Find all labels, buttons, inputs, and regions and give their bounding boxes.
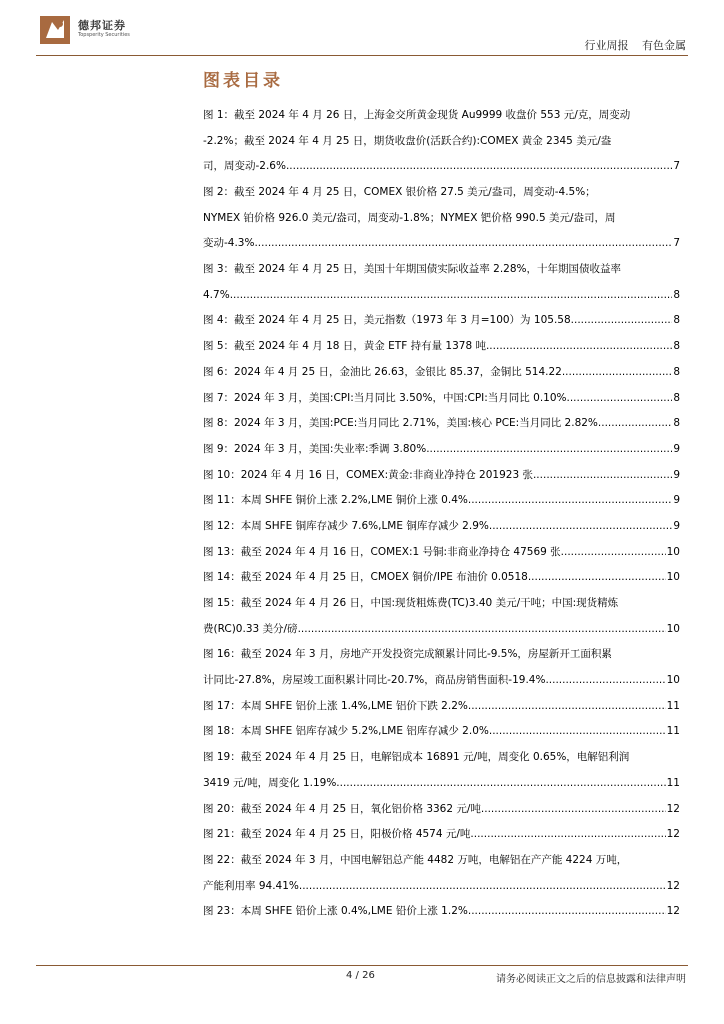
toc-entry-text: 图 23：本周 SHFE 铅价上涨 0.4%,LME 铅价上涨 1.2% bbox=[203, 905, 468, 918]
dot-leader bbox=[426, 437, 672, 463]
toc-entry[interactable] bbox=[203, 797, 680, 823]
toc-entry-text: 图 21：截至 2024 年 4 月 25 日，阳极价格 4574 元/吨 bbox=[203, 828, 471, 841]
report-tags bbox=[585, 37, 687, 53]
footer-disclaimer: 请务必阅读正文之后的信息披露和法律声明 bbox=[496, 974, 686, 985]
toc-entry[interactable] bbox=[203, 386, 680, 412]
toc-entry-text: 图 11：本周 SHFE 铜价上涨 2.2%,LME 铜价上涨 0.4% bbox=[203, 494, 468, 507]
toc-entry-text: 图 18：本周 SHFE 铝库存减少 5.2%,LME 铝库存减少 2.0% bbox=[203, 725, 489, 738]
toc-entry[interactable] bbox=[203, 642, 680, 693]
dot-leader bbox=[489, 720, 666, 746]
toc-page-number: 12 bbox=[666, 905, 680, 918]
toc-page-number: 11 bbox=[666, 776, 680, 789]
toc-entry-text: -2.2%；截至 2024 年 4 月 25 日，期货收盘价(活跃合约):COMEX 黄金 2345 美元/盎 bbox=[203, 134, 612, 147]
dot-leader bbox=[230, 283, 673, 309]
toc-entry-text: 图 16：截至 2024 年 3 月，房地产开发投资完成额累计同比-9.5%，房屋新开工面积累 bbox=[203, 648, 612, 661]
toc-entry-text: 图 17：本周 SHFE 铝价上涨 1.4%,LME 铝价下跌 2.2% bbox=[203, 699, 468, 712]
toc-entry-text: 图 5：截至 2024 年 4 月 18 日，黄金 ETF 持有量 1378 吨 bbox=[203, 340, 486, 353]
toc-entry[interactable] bbox=[203, 745, 680, 796]
page-number: 4 / 26 bbox=[346, 970, 375, 981]
toc-entry-text: 图 7：2024 年 3 月，美国:CPI:当月同比 3.50%，中国:CPI:当月同比 0.10% bbox=[203, 391, 567, 404]
dot-leader bbox=[298, 617, 666, 643]
toc-page-number: 9 bbox=[673, 468, 680, 481]
toc-page-number: 8 bbox=[673, 391, 680, 404]
toc-entry-text: 图 14：截至 2024 年 4 月 25 日，CMOEX 铜价/IPE 布油价 0.0518 bbox=[203, 571, 528, 584]
toc-entry[interactable] bbox=[203, 591, 680, 642]
toc-entry-text: 图 4：截至 2024 年 4 月 25 日，美元指数（1973 年 3 月=100）为 105.58 bbox=[203, 314, 571, 327]
toc-entry-text: 图 2：截至 2024 年 4 月 25 日，COMEX 银价格 27.5 美元/盎司，周变动-4.5%； bbox=[203, 186, 596, 199]
toc-page-number: 9 bbox=[673, 442, 680, 455]
dot-leader bbox=[299, 874, 666, 900]
toc-entry[interactable] bbox=[203, 565, 680, 591]
toc-entry[interactable] bbox=[203, 694, 680, 720]
toc-entry-text: 图 1：截至 2024 年 4 月 26 日，上海金交所黄金现货 Au9999 收盘价 553 元/克，周变动 bbox=[203, 109, 631, 121]
toc-page-number: 8 bbox=[673, 340, 680, 353]
toc-entry-text: 图 20：截至 2024 年 4 月 25 日，氧化铝价格 3362 元/吨 bbox=[203, 802, 481, 815]
toc-page-number: 8 bbox=[673, 417, 680, 430]
toc-entry-text: 图 12：本周 SHFE 铜库存减少 7.6%,LME 铜库存减少 2.9% bbox=[203, 519, 489, 532]
toc-page-number: 11 bbox=[666, 699, 680, 712]
toc-page-number: 8 bbox=[673, 288, 680, 301]
toc-entry[interactable] bbox=[203, 540, 680, 566]
header-divider bbox=[36, 55, 688, 56]
toc-entry-text: 图 19：截至 2024 年 4 月 25 日，电解铝成本 16891 元/吨，周变化 0.65%，电解铝利润 bbox=[203, 751, 630, 764]
toc-page-number: 9 bbox=[673, 519, 680, 532]
dot-leader bbox=[254, 231, 672, 257]
dot-leader bbox=[468, 899, 666, 925]
dot-leader bbox=[489, 514, 672, 540]
toc-entry[interactable] bbox=[203, 822, 680, 848]
dot-leader bbox=[286, 154, 672, 180]
toc-entry[interactable] bbox=[203, 411, 680, 437]
toc-page-number: 9 bbox=[673, 494, 680, 507]
toc-page-number: 10 bbox=[666, 622, 680, 635]
toc-page-number: 12 bbox=[666, 879, 680, 892]
toc-page-number: 7 bbox=[673, 237, 680, 250]
company-logo-icon bbox=[38, 12, 72, 46]
toc-entry-text: 图 3：截至 2024 年 4 月 25 日，美国十年期国债实际收益率 2.28%，十年期国债收益率 bbox=[203, 263, 621, 276]
toc-entry[interactable] bbox=[203, 103, 680, 180]
toc-entry[interactable] bbox=[203, 899, 680, 925]
toc-entry-text: 图 8：2024 年 3 月，美国:PCE:当月同比 2.71%，美国:核心 PCE:当月同比 2.82% bbox=[203, 417, 598, 430]
toc-entry-text: 费(RC)0.33 美分/磅 bbox=[203, 622, 298, 635]
toc-entry[interactable] bbox=[203, 514, 680, 540]
toc-entry-text: 图 6：2024 年 4 月 25 日，金油比 26.63，金银比 85.37，金铜比 514.22 bbox=[203, 365, 562, 378]
dot-leader bbox=[486, 334, 672, 360]
toc-entry[interactable] bbox=[203, 180, 680, 257]
toc-entry-text: 3419 元/吨，周变化 1.19% bbox=[203, 776, 337, 789]
dot-leader bbox=[533, 463, 672, 489]
company-name: 德邦证券 bbox=[78, 19, 126, 32]
dot-leader bbox=[470, 822, 665, 848]
toc-entry[interactable] bbox=[203, 437, 680, 463]
toc-page-number: 10 bbox=[666, 545, 680, 558]
dot-leader bbox=[561, 540, 666, 566]
toc-entry-text: 司，周变动-2.6% bbox=[203, 160, 286, 173]
dot-leader bbox=[468, 488, 672, 514]
toc-title: 图表目录 bbox=[203, 71, 283, 91]
toc-entry[interactable] bbox=[203, 360, 680, 386]
toc-entry[interactable] bbox=[203, 488, 680, 514]
company-subname: Topsperity Securities bbox=[78, 32, 130, 38]
toc-entry-text: 变动-4.3% bbox=[203, 237, 255, 250]
toc-entry-text: 图 15：截至 2024 年 4 月 26 日，中国:现货粗炼费(TC)3.40 美元/干吨；中国:现货精炼 bbox=[203, 597, 619, 610]
footer-divider bbox=[36, 965, 688, 966]
dot-leader bbox=[481, 797, 666, 823]
toc-entry[interactable] bbox=[203, 257, 680, 308]
toc-list bbox=[203, 103, 680, 925]
toc-entry-text: 产能利用率 94.41% bbox=[203, 879, 299, 892]
dot-leader bbox=[562, 360, 672, 386]
dot-leader bbox=[567, 386, 673, 412]
dot-leader bbox=[598, 411, 672, 437]
toc-page-number: 12 bbox=[666, 802, 680, 815]
industry-tag: 有色金属 bbox=[642, 39, 686, 52]
dot-leader bbox=[468, 694, 666, 720]
dot-leader bbox=[571, 309, 673, 335]
toc-page-number: 7 bbox=[673, 160, 680, 173]
dot-leader bbox=[528, 565, 666, 591]
toc-page-number: 10 bbox=[666, 674, 680, 687]
dot-leader bbox=[336, 771, 665, 797]
toc-entry-text: 4.7% bbox=[203, 288, 230, 301]
toc-page-number: 8 bbox=[673, 365, 680, 378]
toc-entry-text: 图 22：截至 2024 年 3 月，中国电解铝总产能 4482 万吨，电解铝在产产能 4224 万吨， bbox=[203, 853, 628, 866]
toc-entry[interactable] bbox=[203, 334, 680, 360]
dot-leader bbox=[545, 668, 665, 694]
company-logo bbox=[38, 12, 130, 46]
toc-page-number: 11 bbox=[666, 725, 680, 738]
toc-page-number: 8 bbox=[673, 314, 680, 327]
toc-page-number: 12 bbox=[666, 828, 680, 841]
toc-entry-text: 图 9：2024 年 3 月，美国:失业率:季调 3.80% bbox=[203, 442, 427, 455]
toc-entry[interactable] bbox=[203, 848, 680, 899]
report-type-tag: 行业周报 bbox=[584, 39, 629, 52]
toc-entry-text: 图 10：2024 年 4 月 16 日，COMEX:黄金:非商业净持仓 201923 张 bbox=[203, 468, 533, 481]
toc-page-number: 10 bbox=[666, 571, 680, 584]
toc-entry[interactable] bbox=[203, 309, 680, 335]
toc-entry-text: 计同比-27.8%，房屋竣工面积累计同比-20.7%，商品房销售面积-19.4% bbox=[203, 674, 546, 687]
toc-entry[interactable] bbox=[203, 463, 680, 489]
toc-entry-text: NYMEX 铂价格 926.0 美元/盎司，周变动-1.8%；NYMEX 钯价格 990.5 美元/盎司，周 bbox=[203, 211, 616, 224]
toc-entry-text: 图 13：截至 2024 年 4 月 16 日，COMEX:1 号铜:非商业净持仓 47569 张 bbox=[203, 545, 561, 558]
toc-entry[interactable] bbox=[203, 720, 680, 746]
